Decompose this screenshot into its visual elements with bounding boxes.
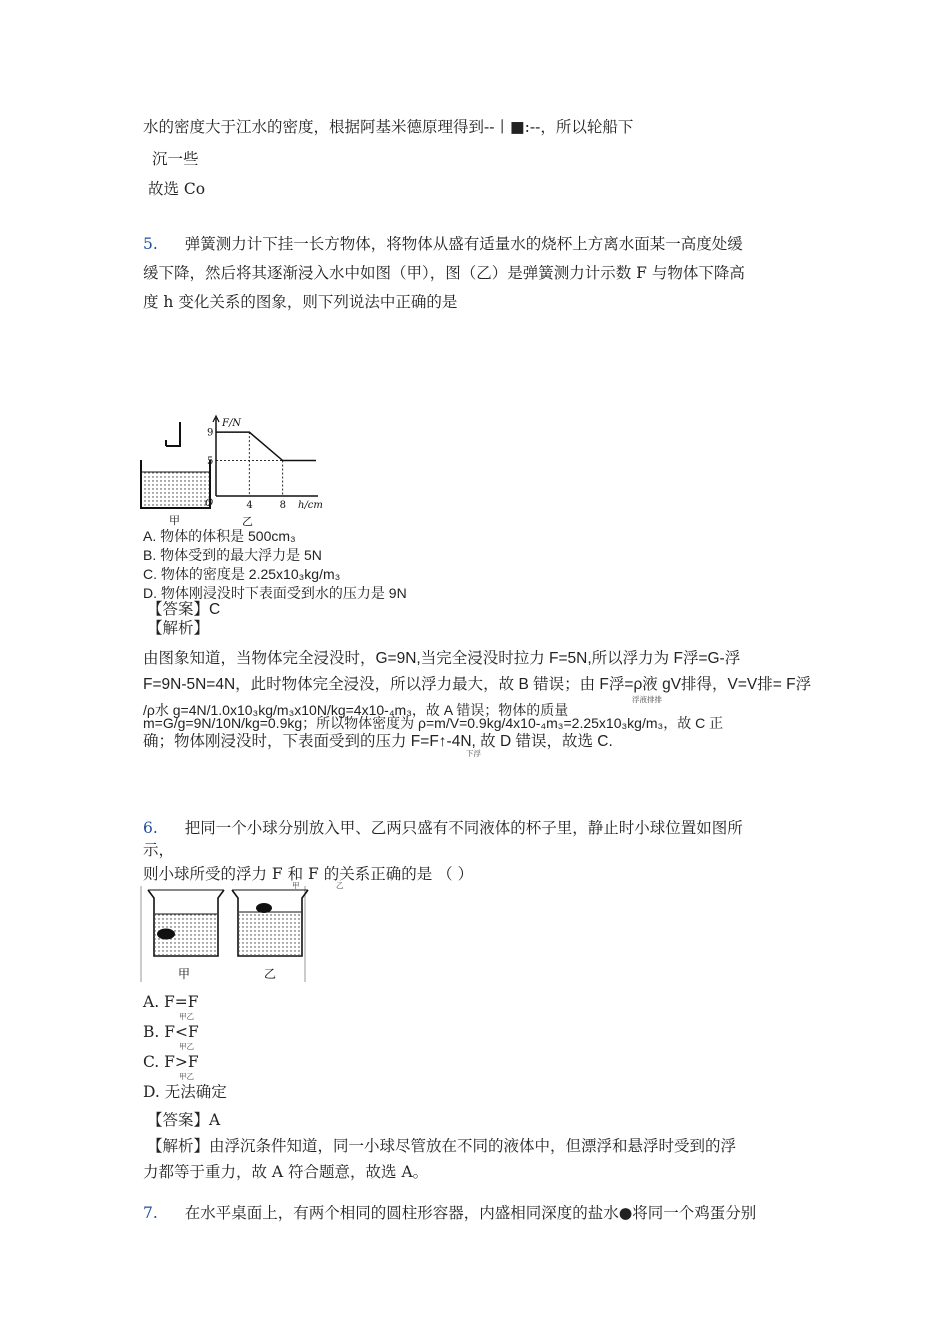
q6-option-c-sub: 甲乙 <box>179 1072 194 1081</box>
q6-figure-beakers <box>138 886 310 986</box>
q5-stem-text-1: 弹簧测力计下挂一长方物体，将物体从盛有适量水的烧杯上方离水面某一高度处缓 <box>184 235 743 253</box>
q6-option-c: C. F>F <box>143 1053 199 1071</box>
q5-stem-line-2: 缓下降，然后将其逐渐浸入水中如图（甲），图（乙）是弹簧测力计示数 F 与物体下降高 <box>143 264 745 282</box>
q6-ball-jia <box>157 929 175 940</box>
q6-number: 6. <box>143 819 158 837</box>
q7-number: 7. <box>143 1204 158 1222</box>
graph-x-axis-label: h/cm <box>298 500 323 511</box>
q6-stem-sub-jia: 甲 <box>292 881 300 890</box>
q6-analysis-line-1: 【解析】由浮沉条件知道，同一小球尽管放在不同的液体中，但漂浮和悬浮时受到的浮 <box>147 1137 737 1155</box>
q5-analysis-line-3: /ρ水 g=4N/1.0x10₃kg/m₃x10N/kg=4x10-₄m₃，故 A 错误；物体的质量 <box>143 702 569 718</box>
q6-analysis-line-2: 力都等于重力，故 A 符合题意，故选 A。 <box>143 1163 429 1181</box>
q6-stem-line-2: 示， <box>143 841 175 859</box>
q5-stem-line-1 <box>143 234 743 254</box>
q5-analysis-line-1: 由图象知道，当物体完全浸没时，G=9N,当完全浸没时拉力 F=5N,所以浮力为 F浮=G-浮 <box>143 650 741 667</box>
q5-option-b: B. 物体受到的最大浮力是 5N <box>143 547 322 563</box>
graph-ytick-label: 5 <box>207 456 214 468</box>
q5-figure-label-yi: 乙 <box>242 515 253 528</box>
graph-y-axis-label: F/N <box>222 418 242 429</box>
q5-figure-graph <box>200 412 340 530</box>
q5-answer: 【答案】C <box>147 601 221 618</box>
graph-ytick-label: 9 <box>207 427 214 439</box>
q5-analysis-label: 【解析】 <box>147 620 210 637</box>
intro-line-1: 水的密度大于江水的密度，根据阿基米德原理得到--丨■:--，所以轮船下 <box>143 118 634 136</box>
q6-stem-line-1 <box>143 818 743 838</box>
q6-stem-line-3: 则小球所受的浮力 F 和 F 的关系正确的是 （ ） <box>143 865 474 883</box>
q6-ball-yi <box>256 903 272 913</box>
q5-option-c: C. 物体的密度是 2.25x10₃kg/m₃ <box>143 566 341 582</box>
intro-line-2: 沉一些 <box>152 150 199 168</box>
q6-answer: 【答案】A <box>147 1111 221 1129</box>
q7-stem-text-1: 在水平桌面上，有两个相同的圆柱形容器，内盛相同深度的盐水●将同一个鸡蛋分别 <box>184 1204 757 1222</box>
q6-option-b: B. F<F <box>143 1023 199 1041</box>
q5-figure-label-jia: 甲 <box>169 514 180 527</box>
q5-analysis-line-5-sub: 下浮 <box>466 749 481 758</box>
q5-stem-line-3: 度 h 变化关系的图象，则下列说法中正确的是 <box>143 293 458 311</box>
q6-stem-sub-yi: 乙 <box>336 881 344 890</box>
graph-series-line <box>216 432 316 460</box>
q7-stem-line-1 <box>143 1203 756 1223</box>
q6-option-d: D. 无法确定 <box>143 1083 227 1101</box>
q6-stem-text-1: 把同一个小球分别放入甲、乙两只盛有不同液体的杯子里，静止时小球位置如图所 <box>184 819 743 837</box>
q6-figure-label-yi: 乙 <box>264 967 277 981</box>
graph-xtick-label: 4 <box>246 500 253 511</box>
q5-analysis-line-2-sub: 浮液排排 <box>632 695 662 704</box>
graph-origin: O <box>205 498 214 509</box>
q5-analysis-line-2: F=9N-5N=4N，此时物体完全浸没，所以浮力最大，故 B 错误；由 F浮=ρ液 gV排得，V=V排= F浮 <box>143 676 812 693</box>
intro-line-3: 故选 Co <box>148 180 206 198</box>
q6-option-a-sub: 甲乙 <box>179 1012 194 1021</box>
q6-option-a: A. F=F <box>143 993 199 1011</box>
graph-xtick-label: 8 <box>279 500 287 511</box>
q5-option-a: A. 物体的体积是 500cm₃ <box>143 528 296 544</box>
q5-analysis-line-5: 确；物体刚浸没时，下表面受到的压力 F=F↑-4N, 故 D 错误，故选 C. <box>143 733 613 750</box>
q5-analysis-line-4: m=G/g=9N/10N/kg=0.9kg；所以物体密度为 ρ=m/V=0.9kg/4x10-₄m₃=2.25x10₃kg/m₃，故 C 正 <box>143 715 724 731</box>
q5-option-d: D. 物体刚浸没时下表面受到水的压力是 9N <box>143 585 407 601</box>
q6-figure-label-jia: 甲 <box>178 967 191 981</box>
q5-number: 5. <box>143 235 158 253</box>
q6-option-b-sub: 甲乙 <box>179 1042 194 1051</box>
